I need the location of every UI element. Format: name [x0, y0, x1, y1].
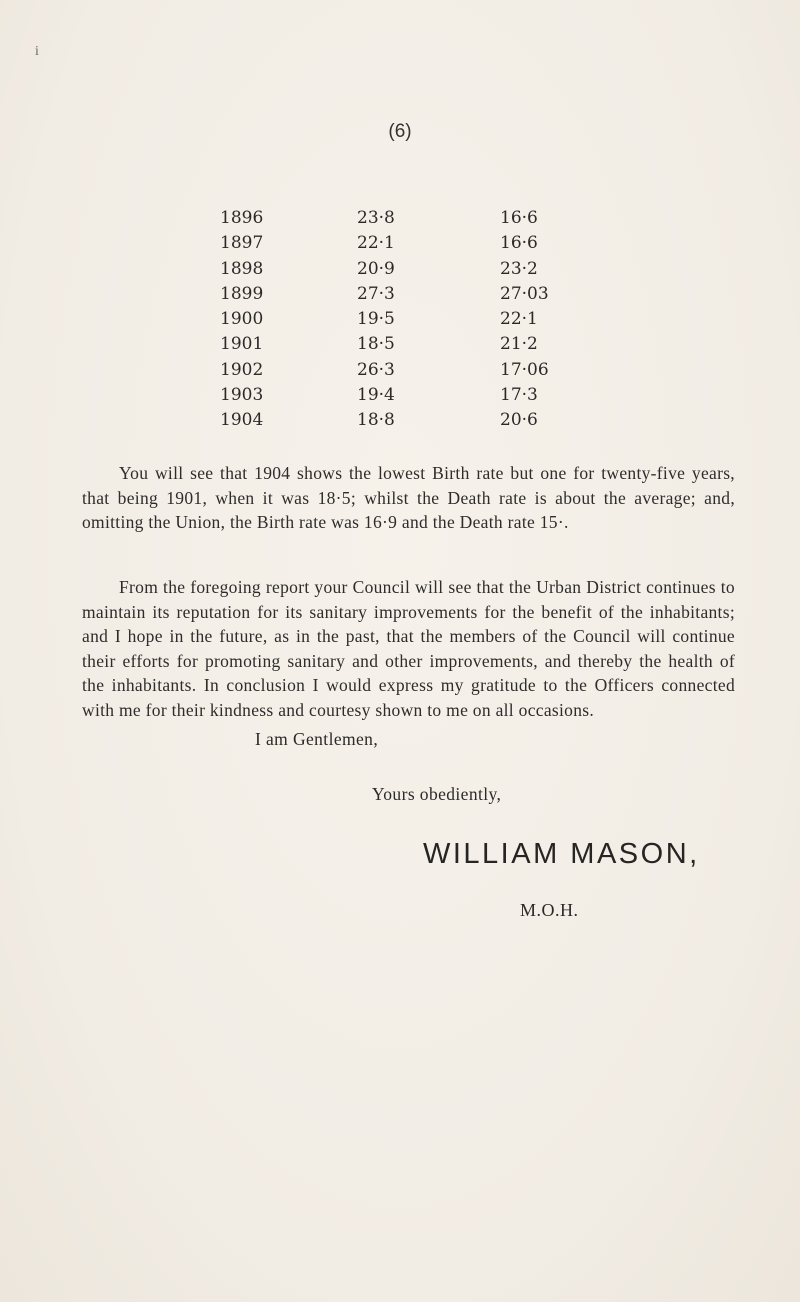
year-cell: 1900: [220, 309, 264, 330]
table-row: [220, 408, 600, 433]
year-cell: 1896: [220, 208, 264, 228]
birth-rate-cell: 27·3: [357, 283, 395, 304]
signature-credentials: M.O.H.: [520, 900, 579, 920]
table-row: [220, 383, 600, 408]
page-number: (6): [388, 121, 412, 142]
year-cell: 1904: [220, 410, 264, 431]
death-rate-cell: 22·1: [500, 309, 538, 330]
birth-rate-cell: 26·3: [357, 359, 395, 380]
paragraph-conclusion: From the foregoing report your Council will see that the Urban District continues to maintain its reputation for its sanitary improvements for the benefit of the inhabitants; and I hope in the future, as in the past, that the members of the Council will continue their efforts for promoting sanitary and other improvements, and thereby the health of the inhabitants. In conclusion I would express my gratitude to the Officers connected with me for their kindness and courtesy shown to me on all occasions.: [82, 577, 735, 720]
birth-rate-cell: 23·8: [357, 208, 395, 228]
table-row: [220, 332, 600, 357]
salutation: I am Gentlemen,: [255, 729, 379, 749]
birth-rate-cell: 18·8: [357, 410, 395, 431]
death-rate-cell: 27·03: [500, 283, 549, 304]
year-cell: 1901: [220, 334, 264, 355]
table-body: [220, 206, 600, 434]
birth-rate-cell: 18·5: [357, 334, 395, 355]
birth-rate-cell: 19·5: [357, 309, 395, 330]
death-rate-cell: 16·6: [500, 208, 538, 228]
death-rate-cell: 17·3: [500, 385, 538, 406]
death-rate-cell: 20·6: [500, 410, 538, 431]
death-rate-cell: 23·2: [500, 258, 538, 279]
birth-death-rate-table: [220, 206, 600, 434]
birth-rate-cell: 19·4: [357, 385, 395, 406]
year-cell: 1902: [220, 359, 264, 380]
death-rate-cell: 17·06: [500, 359, 549, 380]
corner-mark: i: [35, 44, 39, 59]
valediction: Yours obediently,: [372, 784, 502, 804]
table-row: [220, 307, 600, 332]
table-row: [220, 282, 600, 307]
death-rate-cell: 16·6: [500, 233, 538, 254]
birth-rate-cell: 20·9: [357, 258, 395, 279]
table-row: [220, 206, 600, 231]
birth-rate-cell: 22·1: [357, 233, 395, 254]
signature-name: WILLIAM MASON,: [423, 838, 700, 870]
paragraph-birth-rate-summary: You will see that 1904 shows the lowest Birth rate but one for twenty-five years, that being 1901, when it was 18·5; whilst the Death rate is about the average; and, omitting the Union, the Birth rate was 16·9 and the Death rate 15·.: [82, 463, 735, 532]
year-cell: 1898: [220, 258, 264, 279]
year-cell: 1897: [220, 233, 264, 254]
table-row: [220, 231, 600, 256]
year-cell: 1899: [220, 283, 264, 304]
death-rate-cell: 21·2: [500, 334, 538, 355]
table-row: [220, 257, 600, 282]
year-cell: 1903: [220, 385, 264, 406]
table-row: [220, 358, 600, 383]
